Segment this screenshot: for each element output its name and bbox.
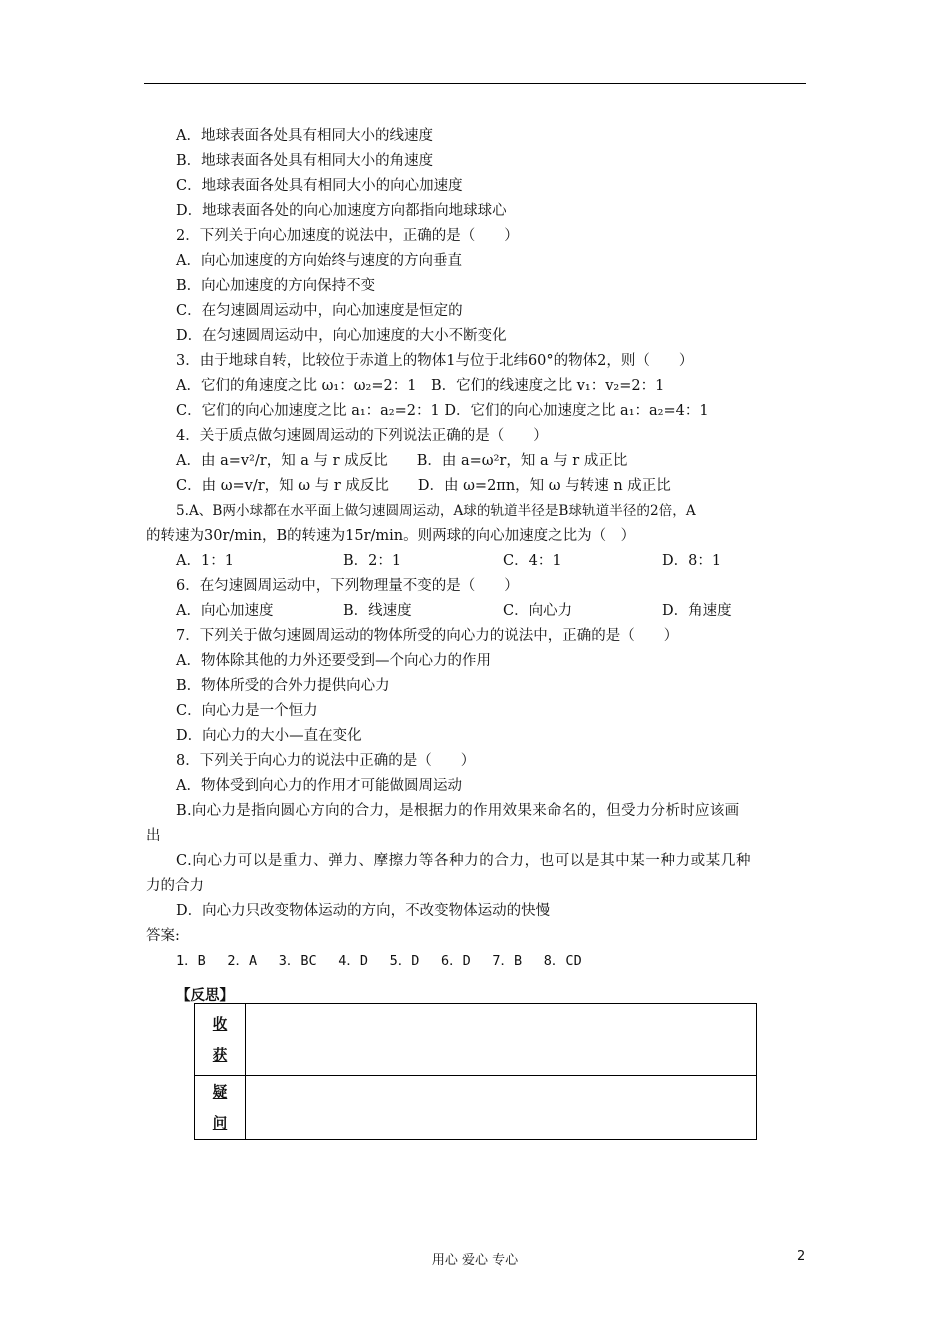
q8-option-d: D．向心力只改变物体运动的方向，不改变物体运动的快慢 xyxy=(176,903,551,919)
gain-char-2: 获 xyxy=(212,1046,228,1064)
q6-option-d: D．角速度 xyxy=(662,603,732,619)
q2-option-b: B．向心加速度的方向保持不变 xyxy=(176,278,376,294)
q7-option-b: B．物体所受的合外力提供向心力 xyxy=(176,678,390,694)
q3-options-ab: A．它们的角速度之比 ω₁：ω₂=2：1 B．它们的线速度之比 v₁：v₂=2：1 xyxy=(176,378,665,394)
q7-option-a: A．物体除其他的力外还要受到—个向心力的作用 xyxy=(176,653,491,669)
q8-option-b-line1: B.向心力是指向圆心方向的合力，是根据力的作用效果来命名的，但受力分析时应该画 xyxy=(176,803,740,819)
question-char-1: 疑 xyxy=(212,1083,228,1101)
reflection-table xyxy=(194,1003,757,1140)
footer-motto: 用心 爱心 专心 xyxy=(431,1253,519,1268)
q8-option-a: A．物体受到向心力的作用才可能做圆周运动 xyxy=(176,778,462,794)
question-cell[interactable] xyxy=(246,1076,757,1140)
reflection-title: 【反思】 xyxy=(176,987,234,1004)
q1-option-b: B．地球表面各处具有相同大小的角速度 xyxy=(176,153,434,169)
q6-option-a: A．向心加速度 xyxy=(176,603,274,619)
q8-option-b-line2: 出 xyxy=(146,828,161,844)
q2-option-c: C．在匀速圆周运动中，向心加速度是恒定的 xyxy=(176,303,463,319)
question-char-2: 问 xyxy=(212,1114,228,1132)
q8-stem: 8．下列关于向心力的说法中正确的是（ ） xyxy=(176,753,476,769)
q4-options-cd: C．由 ω=v/r，知 ω 与 r 成反比 D．由 ω=2πn，知 ω 与转速 n 成正比 xyxy=(176,478,671,494)
q8-option-c-line1: C.向心力可以是重力、弹力、摩擦力等各种力的合力，也可以是其中某一种力或某几种 xyxy=(176,853,752,869)
header-rule xyxy=(144,83,806,84)
q6-option-b: B．线速度 xyxy=(343,603,412,619)
q8-option-c-line2: 力的合力 xyxy=(146,878,204,894)
q5-option-d: D．8：1 xyxy=(662,553,722,569)
q2-stem: 2．下列关于向心加速度的说法中，正确的是（ ） xyxy=(176,228,519,244)
answers-list: 1．B 2．A 3．BC 4．D 5．D 6．D 7．B 8．CD xyxy=(176,953,582,969)
q3-options-cd: C．它们的向心加速度之比 a₁：a₂=2：1 D．它们的向心加速度之比 a₁：a₂=4：1 xyxy=(176,403,709,419)
q5-option-b: B．2：1 xyxy=(343,553,402,569)
q5-stem-line2: 的转速为30r/min，B的转速为15r/min。则两球的向心加速度之比为（ ） xyxy=(146,528,636,544)
q6-option-c: C．向心力 xyxy=(503,603,573,619)
q7-option-d: D．向心力的大小—直在变化 xyxy=(176,728,362,744)
q2-option-d: D．在匀速圆周运动中，向心加速度的大小不断变化 xyxy=(176,328,507,344)
question-label xyxy=(195,1076,246,1140)
q4-stem: 4．关于质点做匀速圆周运动的下列说法正确的是（ ） xyxy=(176,428,548,444)
q1-option-a: A．地球表面各处具有相同大小的线速度 xyxy=(176,128,433,144)
page-number: 2 xyxy=(797,1249,806,1264)
q2-option-a: A．向心加速度的方向始终与速度的方向垂直 xyxy=(176,253,462,269)
q7-stem: 7．下列关于做匀速圆周运动的物体所受的向心力的说法中，正确的是（ ） xyxy=(176,628,679,644)
q1-option-c: C．地球表面各处具有相同大小的向心加速度 xyxy=(176,178,463,194)
q4-options-ab: A．由 a=v²/r，知 a 与 r 成反比 B．由 a=ω²r，知 a 与 r 成正比 xyxy=(176,453,628,469)
gain-cell[interactable] xyxy=(246,1004,757,1076)
gain-label xyxy=(195,1004,246,1076)
answers-label: 答案: xyxy=(146,928,180,944)
q1-option-d: D．地球表面各处的向心加速度方向都指向地球球心 xyxy=(176,203,507,219)
q3-stem: 3．由于地球自转，比较位于赤道上的物体1与位于北纬60°的物体2，则（ ） xyxy=(176,353,694,369)
q7-option-c: C．向心力是一个恒力 xyxy=(176,703,318,719)
q6-stem: 6．在匀速圆周运动中，下列物理量不变的是（ ） xyxy=(176,578,519,594)
q5-option-a: A．1：1 xyxy=(176,553,234,569)
q5-option-c: C．4：1 xyxy=(503,553,562,569)
q5-stem-line1: 5.A、B两小球都在水平面上做匀速圆周运动，A球的轨道半径是B球轨道半径的2倍，A xyxy=(176,503,696,519)
gain-char-1: 收 xyxy=(212,1015,228,1033)
